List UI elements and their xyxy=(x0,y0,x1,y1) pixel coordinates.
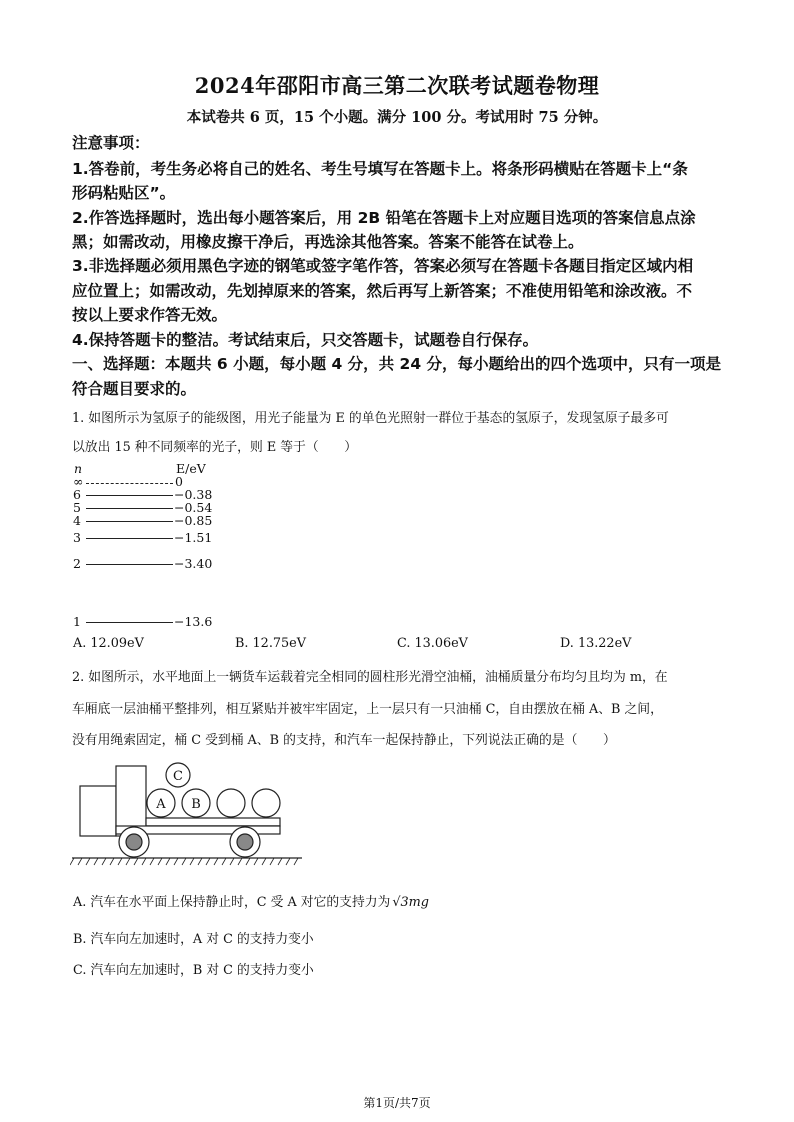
question-2-text: 没有用绳索固定，桶 C 受到桶 A、B 的支持，和汽车一起保持静止，下列说法正确的是（ ） xyxy=(72,733,616,748)
level-n: 1 xyxy=(73,614,81,629)
notice-line: 2.作答选择题时，选出每小题答案后，用 2B 铅笔在答题卡上对应题目选项的答案信息点涂 xyxy=(72,209,696,227)
truck-figure xyxy=(70,760,310,870)
notice-line: 4.保持答题卡的整洁。考试结束后，只交答题卡，试题卷自行保存。 xyxy=(72,331,539,349)
option-c[interactable]: C. 13.06eV xyxy=(397,636,468,651)
level-line-6 xyxy=(86,495,173,496)
page-subtitle: 本试卷共 6 页，15 个小题。满分 100 分。考试用时 75 分钟。 xyxy=(186,109,608,126)
level-energy: −0.85 xyxy=(174,513,213,528)
section-heading: 符合题目要求的。 xyxy=(72,380,197,398)
option-a-formula: √3mg xyxy=(392,895,429,910)
level-n: ∞ xyxy=(73,474,84,489)
level-n: 6 xyxy=(73,487,81,502)
truck-bed xyxy=(146,818,280,826)
level-line-2 xyxy=(86,564,173,565)
level-energy: −1.51 xyxy=(174,530,213,545)
barrel-c-label: C xyxy=(173,769,183,784)
level-line-infinity xyxy=(86,483,173,484)
notice-line: 1.答卷前，考生务必将自己的姓名、考生号填写在答题卡上。将条形码横贴在答题卡上“条 xyxy=(72,160,688,178)
level-line-4 xyxy=(86,521,173,522)
ground-hatch xyxy=(70,858,298,865)
option-b[interactable]: B. 汽车向左加速时，A 对 C 的支持力变小 xyxy=(73,932,314,947)
page-title: 2024年邵阳市高三第二次联考试题卷物理 xyxy=(194,73,600,98)
truck-cab xyxy=(80,786,116,836)
level-n: 3 xyxy=(73,530,81,545)
option-b[interactable]: B. 12.75eV xyxy=(235,636,306,651)
option-d[interactable]: D. 13.22eV xyxy=(560,636,632,651)
option-c[interactable]: C. 汽车向左加速时，B 对 C 的支持力变小 xyxy=(73,963,314,978)
level-n: 2 xyxy=(73,556,81,571)
question-2-text: 2. 如图所示，水平地面上一辆货车运载着完全相同的圆柱形光滑空油桶，油桶质量分布均匀且均为 m，在 xyxy=(72,670,668,685)
page-number: 第1页/共7页 xyxy=(363,1096,431,1110)
level-energy: −3.40 xyxy=(174,556,213,571)
level-energy: −0.38 xyxy=(174,487,213,502)
level-n: 5 xyxy=(73,500,81,515)
level-line-3 xyxy=(86,538,173,539)
level-line-5 xyxy=(86,508,173,509)
barrel-4 xyxy=(252,789,280,817)
question-2-text: 车厢底一层油桶平整排列，相互紧贴并被牢牢固定，上一层只有一只油桶 C，自由摆放在桶 A、B 之间， xyxy=(72,702,663,717)
level-line-1 xyxy=(86,622,173,623)
level-energy: 0 xyxy=(175,474,183,489)
barrel-a-label: A xyxy=(156,797,166,812)
section-heading: 一、选择题：本题共 6 小题，每小题 4 分，共 24 分，每小题给出的四个选项中，只有一项是 xyxy=(72,355,722,373)
option-a[interactable] xyxy=(73,891,429,910)
notice-heading: 注意事项： xyxy=(72,134,150,152)
level-energy: −0.54 xyxy=(174,500,213,515)
option-a-text: A. 汽车在水平面上保持静止时，C 受 A 对它的支持力为 xyxy=(73,895,391,910)
notice-line: 按以上要求作答无效。 xyxy=(72,306,228,324)
option-a[interactable]: A. 12.09eV xyxy=(73,636,144,651)
notice-line: 3.非选择题必须用黑色字迹的钢笔或签字笔作答，答案必须写在答题卡各题目指定区域内相 xyxy=(72,257,694,275)
notice-line: 应位置上；如需改动，先划掉原来的答案，然后再写上新答案；不准使用铅笔和涂改液。不 xyxy=(72,282,693,300)
barrel-b-label: B xyxy=(191,797,201,812)
energy-axis-label: E/eV xyxy=(176,461,206,476)
question-1-text: 1. 如图所示为氢原子的能级图，用光子能量为 E 的单色光照射一群位于基态的氢原子，发现氢原子最多可 xyxy=(72,411,669,426)
notice-line: 形码粘贴区”。 xyxy=(72,184,176,202)
question-1-text: 以放出 15 种不同频率的光子，则 E 等于（ ） xyxy=(72,440,358,455)
barrel-3 xyxy=(217,789,245,817)
level-energy: −13.6 xyxy=(174,614,213,629)
n-axis-label: n xyxy=(74,461,83,476)
level-n: 4 xyxy=(73,513,81,528)
notice-line: 黑；如需改动，用橡皮擦干净后，再选涂其他答案。答案不能答在试卷上。 xyxy=(72,233,584,251)
